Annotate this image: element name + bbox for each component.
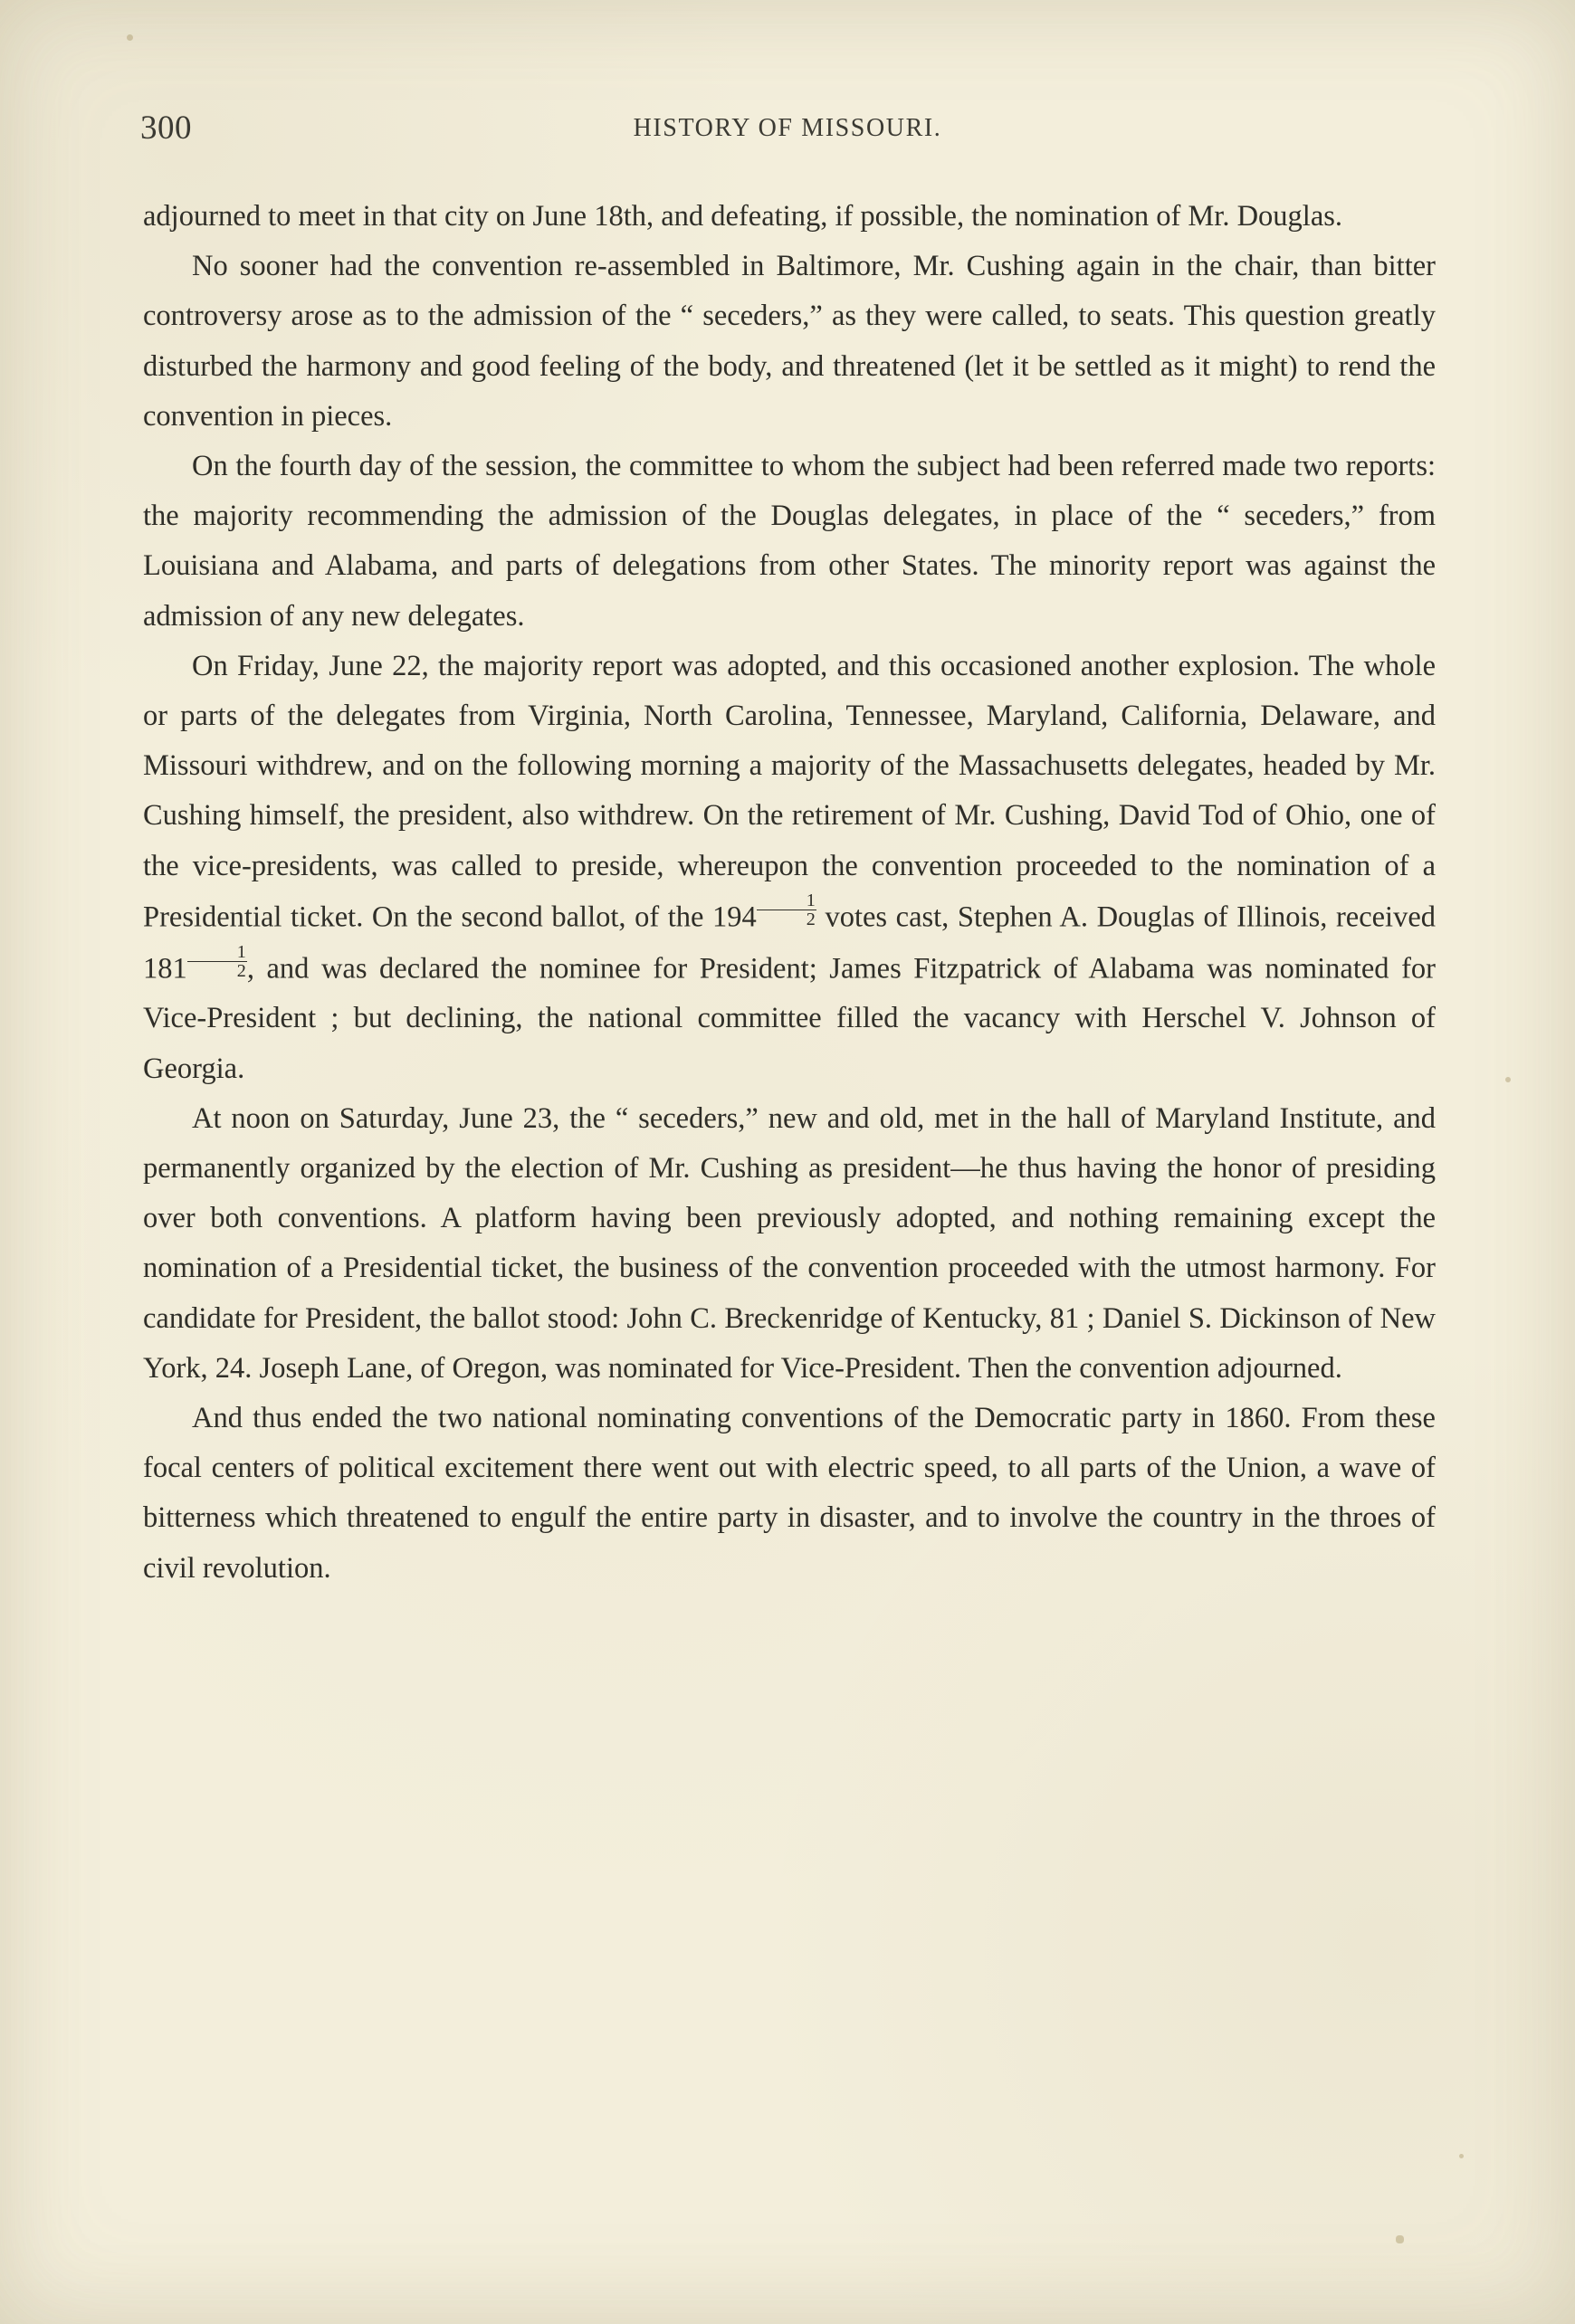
paragraph: On the fourth day of the session, the committee to whom the subject had been referred made two reports: the majority recommending the admission of the Douglas delegates, in place of the “ seceders,” from Louisiana and Alabama, and parts of delegations from other States. The minority report was against the admission of any new delegates. <box>143 450 1436 633</box>
page-number: 300 <box>140 110 192 147</box>
paragraph: At noon on Saturday, June 23, the “ seceders,” new and old, met in the hall of Maryland Institute, and permanently organized by the election of Mr. Cushing as president—he thus having the honor of presiding over both conventions. A platform having been previously adopted, and nothing remaining except the nomination of a Presidential ticket, the business of the convention proceeded with the utmost harmony. For candidate for President, the ballot stood: John C. Breckenridge of Kentucky, 81 ; Daniel S. Dickinson of New York, 24. Joseph Lane, of Oregon, was nominated for Vice-President. Then the convention adjourned. <box>143 1101 1436 1385</box>
paragraph-part: votes cast, Stephen A. Douglas of Illinois, received 181 <box>143 900 1436 986</box>
paragraph <box>143 642 1436 1094</box>
paragraph: No sooner had the convention re-assembled in Baltimore, Mr. Cushing again in the chair, than bitter controversy arose as to the admission of the “ seceders,” as they were called, to seats. This question greatly disturbed the harmony and good feeling of the body, and threatened (let it be settled as it might) to rend the convention in pieces. <box>143 250 1436 433</box>
paragraph: And thus ended the two national nominating conventions of the Democratic party in 1860. From these focal centers of political excitement there went out with electric speed, to all parts of the Union, a wave of bitterness which threatened to engulf the entire party in disaster, and to involve the country in the throes of civil revolution. <box>143 1401 1436 1585</box>
running-head: HISTORY OF MISSOURI. <box>633 114 942 142</box>
body-text <box>143 192 1436 1594</box>
fraction-one-half: $\frac{1}{2}$ <box>757 891 816 929</box>
paragraph-part: , and was declared the nominee for President; James Fitzpatrick of Alabama was nominated for Vice-President ; but declining, the national committee filled the vacancy with Herschel V. Johnson of Georgia. <box>143 952 1436 1085</box>
page-header <box>140 109 1435 148</box>
fraction-one-half: $\frac{1}{2}$ <box>187 943 247 981</box>
paragraph-part: On Friday, June 22, the majority report was adopted, and this occasioned another explosion. The whole or parts of the delegates from Virginia, North Carolina, Tennessee, Maryland, California, Delaware, and Missouri withdrew, and on the following morning a majority of the Massachusetts delegates, headed by Mr. Cushing himself, the president, also withdrew. On the retirement of Mr. Cushing, David Tod of Ohio, one of the vice-presidents, was called to preside, whereupon the convention proceeded to the nomination of a Presidential ticket. On the second ballot, of the 194 <box>143 649 1436 934</box>
paragraph: adjourned to meet in that city on June 18th, and defeating, if possible, the nomination of Mr. Douglas. <box>143 200 1343 233</box>
